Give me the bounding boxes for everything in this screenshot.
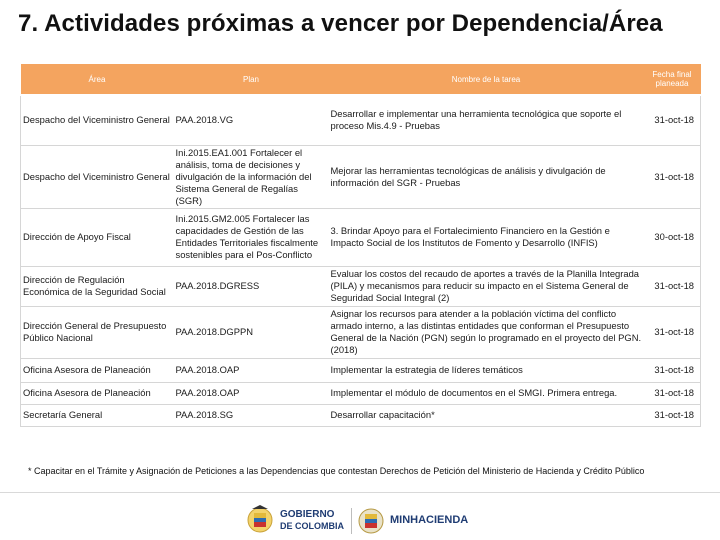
footnote: * Capacitar en el Trámite y Asignación de Peticiones a las Dependencias que contestan Derechos de Petición del Ministerio de Hacienda y Crédito Público — [28, 466, 645, 476]
cell-plan: PAA.2018.OAP — [174, 382, 329, 404]
cell-date: 31-oct-18 — [644, 358, 701, 382]
cell-date: 31-oct-18 — [644, 404, 701, 426]
cell-date: 31-oct-18 — [644, 145, 701, 208]
cell-area: Dirección de Apoyo Fiscal — [21, 208, 174, 266]
cell-area: Dirección de Regulación Económica de la Seguridad Social — [21, 266, 174, 306]
gobierno-line1: GOBIERNO — [280, 509, 335, 520]
cell-plan: Ini.2015.EA1.001 Fortalecer el análisis, toma de decisiones y divulgación de la información del Sistema General de Regalías (SGR) — [174, 145, 329, 208]
cell-plan: PAA.2018.DGPPN — [174, 306, 329, 358]
column-header-date: Fecha final planeada — [644, 64, 701, 95]
cell-task: Implementar la estrategia de líderes temáticos — [329, 358, 644, 382]
cell-task: Implementar el módulo de documentos en el SMGI. Primera entrega. — [329, 382, 644, 404]
cell-task: Mejorar las herramientas tecnológicas de análisis y divulgación de información del SGR - Pruebas — [329, 145, 644, 208]
table-row — [21, 145, 701, 208]
shield-icon — [358, 506, 384, 536]
logo-separator — [351, 508, 352, 534]
column-header-area: Área — [21, 64, 174, 95]
footer-logos — [246, 504, 486, 538]
table-row — [21, 208, 701, 266]
cell-task: Desarrollar e implementar una herramienta tecnológica que soporte el proceso Mis.4.9 - Pruebas — [329, 95, 644, 145]
cell-date: 31-oct-18 — [644, 266, 701, 306]
cell-area: Dirección General de Presupuesto Público Nacional — [21, 306, 174, 358]
cell-area: Oficina Asesora de Planeación — [21, 382, 174, 404]
table-row — [21, 306, 701, 358]
cell-date: 31-oct-18 — [644, 306, 701, 358]
table-row — [21, 358, 701, 382]
cell-task: Desarrollar capacitación* — [329, 404, 644, 426]
cell-area: Oficina Asesora de Planeación — [21, 358, 174, 382]
table-row — [21, 404, 701, 426]
cell-task: Evaluar los costos del recaudo de aportes a través de la Planilla Integrada (PILA) y mecanismos para reducir su impacto en el Sistema General de Seguridad Social Integral (2) — [329, 266, 644, 306]
cell-date: 30-oct-18 — [644, 208, 701, 266]
coat-of-arms-icon — [246, 505, 274, 537]
cell-plan: PAA.2018.OAP — [174, 358, 329, 382]
footer-divider — [0, 492, 720, 493]
table-row — [21, 266, 701, 306]
cell-area: Despacho del Viceministro General — [21, 95, 174, 145]
cell-area: Despacho del Viceministro General — [21, 145, 174, 208]
table-row — [21, 382, 701, 404]
cell-plan: PAA.2018.VG — [174, 95, 329, 145]
cell-date: 31-oct-18 — [644, 95, 701, 145]
gobierno-line2: DE COLOMBIA — [280, 521, 344, 531]
page-title: 7. Actividades próximas a vencer por Dependencia/Área — [18, 10, 663, 37]
column-header-task: Nombre de la tarea — [329, 64, 644, 95]
activities-table — [20, 64, 701, 427]
column-header-plan: Plan — [174, 64, 329, 95]
cell-task: 3. Brindar Apoyo para el Fortalecimiento Financiero en la Gestión e Impacto Social de los Institutos de Fomento y Desarrollo (INFIS) — [329, 208, 644, 266]
cell-task: Asignar los recursos para atender a la población víctima del conflicto armado interno, a las distintas entidades que conforman el Presupuesto General de la Nación (PGN) según lo programado en el proyecto del PGN. (2018) — [329, 306, 644, 358]
cell-area: Secretaría General — [21, 404, 174, 426]
cell-date: 31-oct-18 — [644, 382, 701, 404]
cell-plan: Ini.2015.GM2.005 Fortalecer las capacidades de Gestión de las Entidades Territoriales fiscalmente sostenibles para el Pos-Conflicto — [174, 208, 329, 266]
gobierno-logo — [246, 504, 346, 538]
table-header-row — [21, 64, 701, 95]
table-row — [21, 95, 701, 145]
cell-plan: PAA.2018.DGRESS — [174, 266, 329, 306]
minhacienda-label: MINHACIENDA — [390, 514, 469, 526]
minhacienda-logo — [358, 504, 483, 538]
cell-plan: PAA.2018.SG — [174, 404, 329, 426]
